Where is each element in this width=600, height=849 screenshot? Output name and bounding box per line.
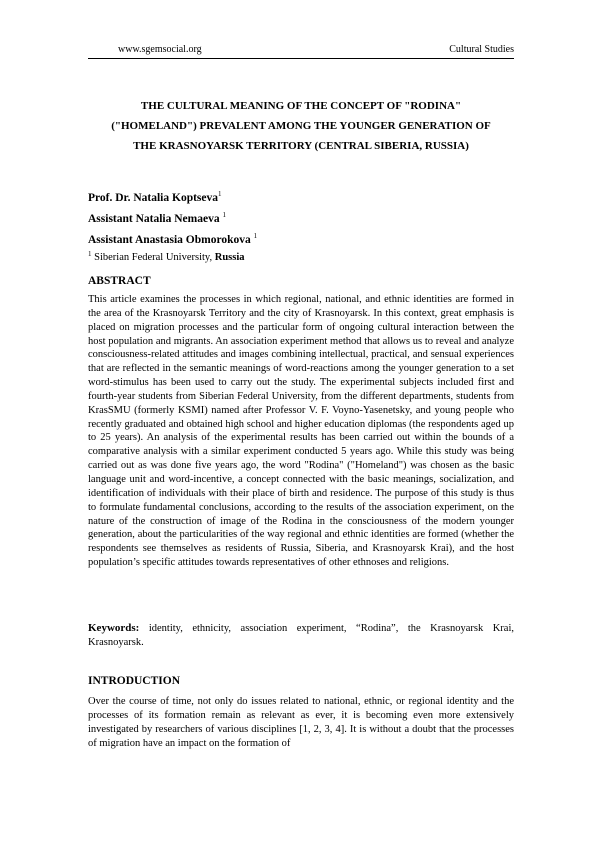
keywords-label: Keywords: <box>88 622 140 634</box>
affiliation <box>88 250 245 263</box>
introduction-heading: INTRODUCTION <box>88 675 181 687</box>
keywords <box>88 621 514 650</box>
author-name: Assistant Natalia Nemaeva <box>88 213 220 225</box>
keywords-text: identity, ethnicity, association experiment, “Rodina”, the Krasnoyarsk Krai, Krasnoyarsk. <box>88 623 514 648</box>
abstract-text: This article examines the processes in which regional, national, and ethnic identities are formed in the area of the Krasnoyarsk Territory and the city of Krasnoyarsk. In this context, great emphasis is placed on migration processes and the particular form of ongoing cultural interaction between the host population and migrants. An association experiment method that allows us to reveal and analyze consciousness-related attitudes and images combining intellectual, practical, and sensual experiences that are reflected in the semantic meanings of word-reactions among the younger generation to a set word-stimulus has been used to carry out the study. The experimental subjects included first and fourth-year students from Siberian Federal University, from the different departments, students from KrasSMU (formerly KSMI) named after Professor V. F. Voyno-Yasenetsky, and young people who recently graduated and obtained high school and higher education diplomas (the respondents aged up to 25 years). An analysis of the experimental results has been carried out within the bounds of a comparative analysis with a similar experiment conducted 5 years ago. While this study was being carried out as was done five years ago, the word "Rodina" ("Homeland") was chosen as the basic language unit and word-incentive, a concept connected with the basic meanings, socialization, and identification of individuals with their place of birth and residence. The purpose of this study is thus to formulate fundamental conclusions, according to the results of the association experiment, on the nature of the construction of image of the Rodina in the consciousness of the modern younger generation, about the particularities of the way regional and ethnic identities are formed (whether the respondents see themselves as residents of Russia, Siberia, and Krasnoyarsk Krai), and the host population’s specific attitudes towards representatives of other ethnoses and religions. <box>88 294 514 569</box>
author <box>88 205 514 226</box>
affiliation-mark: 1 <box>218 190 222 198</box>
header-section-name: Cultural Studies <box>449 44 514 55</box>
author-name: Prof. Dr. Natalia Koptseva <box>88 192 219 204</box>
affiliation-mark: 1 <box>253 232 258 240</box>
affiliation-mark: 1 <box>88 250 92 258</box>
header-site-link[interactable]: www.sgemsocial.org <box>118 44 202 55</box>
title-line: ("HOMELAND") PREVALENT AMONG THE YOUNGER GENERATION OF <box>111 120 491 132</box>
affiliation-mark: 1 <box>222 211 226 219</box>
affiliation-country: Russia <box>214 252 245 263</box>
title-line: THE CULTURAL MEANING OF THE CONCEPT OF "RODINA" <box>140 100 462 112</box>
introduction-text: Over the course of time, not only do issues related to national, ethnic, or regional identity and the processes of its formation remain as relevant as ever, it is becoming even more extensively investigated by researchers of various disciplines [1, 2, 3, 4]. It is without a doubt that the processes of migration have an impact on the formation of <box>88 696 514 749</box>
running-header <box>88 42 514 59</box>
abstract-heading: ABSTRACT <box>88 275 151 287</box>
paper-title <box>88 96 514 156</box>
author-list <box>88 184 514 247</box>
author <box>88 226 514 247</box>
author-name: Assistant Anastasia Obmorokova <box>88 234 251 246</box>
title-line: THE KRASNOYARSK TERRITORY (CENTRAL SIBERIA, RUSSIA) <box>133 140 469 152</box>
author <box>88 184 514 205</box>
affiliation-org: Siberian Federal University, <box>94 252 215 263</box>
